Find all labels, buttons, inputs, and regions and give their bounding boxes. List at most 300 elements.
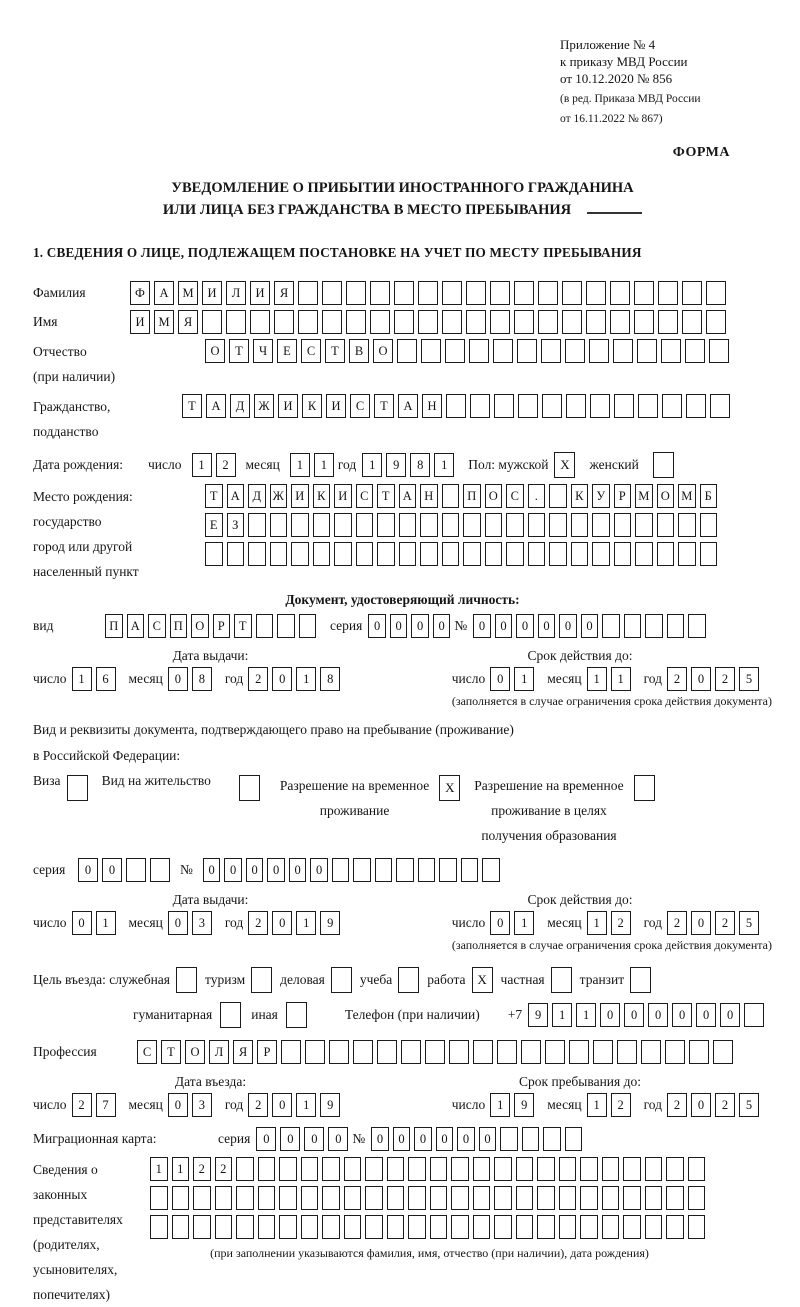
cell-box[interactable] — [528, 513, 546, 537]
cell-box[interactable]: О — [185, 1040, 205, 1064]
cell-box[interactable] — [516, 1215, 534, 1239]
cell-box[interactable]: 1 — [490, 1093, 510, 1117]
cell-box[interactable]: 0 — [457, 1127, 475, 1151]
cell-box[interactable] — [193, 1186, 211, 1210]
cell-box[interactable]: П — [170, 614, 188, 638]
cell-box[interactable] — [706, 281, 726, 305]
cell-box[interactable]: 0 — [272, 667, 292, 691]
cell-box[interactable] — [635, 513, 653, 537]
purpose-official-checkbox[interactable] — [176, 967, 197, 993]
cell-box[interactable] — [322, 1157, 340, 1181]
cell-box[interactable] — [442, 484, 460, 508]
male-checkbox[interactable]: X — [554, 452, 575, 478]
cell-box[interactable] — [258, 1157, 276, 1181]
cell-box[interactable] — [689, 1040, 709, 1064]
cell-box[interactable] — [313, 513, 331, 537]
cell-box[interactable] — [421, 339, 441, 363]
cell-box[interactable] — [322, 281, 342, 305]
cell-box[interactable] — [518, 394, 538, 418]
cell-box[interactable]: 5 — [739, 911, 759, 935]
cell-box[interactable]: . — [528, 484, 546, 508]
cell-box[interactable] — [580, 1215, 598, 1239]
cell-box[interactable] — [538, 310, 558, 334]
cell-box[interactable]: 0 — [691, 911, 711, 935]
cell-box[interactable] — [215, 1215, 233, 1239]
cell-box[interactable] — [494, 394, 514, 418]
female-checkbox[interactable] — [653, 452, 674, 478]
cell-box[interactable]: 0 — [411, 614, 429, 638]
cell-box[interactable] — [493, 339, 513, 363]
cell-box[interactable] — [541, 339, 561, 363]
cell-box[interactable] — [700, 513, 718, 537]
cell-box[interactable] — [250, 310, 270, 334]
cell-box[interactable]: 0 — [672, 1003, 692, 1027]
cell-box[interactable]: 2 — [667, 911, 687, 935]
residence-permit-checkbox[interactable] — [239, 775, 260, 801]
cell-box[interactable]: 0 — [168, 911, 188, 935]
cell-box[interactable]: Т — [182, 394, 202, 418]
cell-box[interactable]: Р — [614, 484, 632, 508]
cell-box[interactable] — [248, 513, 266, 537]
cell-box[interactable] — [657, 542, 675, 566]
cell-box[interactable]: 0 — [390, 614, 408, 638]
cell-box[interactable] — [425, 1040, 445, 1064]
cell-box[interactable]: 0 — [102, 858, 122, 882]
cell-box[interactable] — [658, 281, 678, 305]
cell-box[interactable]: С — [506, 484, 524, 508]
cell-box[interactable]: 1 — [587, 911, 607, 935]
cell-box[interactable] — [688, 1215, 706, 1239]
cell-box[interactable] — [537, 1186, 555, 1210]
cell-box[interactable]: 9 — [528, 1003, 548, 1027]
cell-box[interactable] — [298, 310, 318, 334]
cell-box[interactable]: Е — [277, 339, 297, 363]
cell-box[interactable] — [397, 339, 417, 363]
cell-box[interactable]: Т — [377, 484, 395, 508]
cell-box[interactable]: О — [485, 484, 503, 508]
cell-box[interactable]: 1 — [576, 1003, 596, 1027]
cell-box[interactable] — [514, 281, 534, 305]
cell-box[interactable]: 2 — [216, 453, 236, 477]
cell-box[interactable]: 0 — [559, 614, 577, 638]
cell-box[interactable] — [494, 1157, 512, 1181]
cell-box[interactable] — [602, 1157, 620, 1181]
cell-box[interactable] — [270, 513, 288, 537]
cell-box[interactable] — [408, 1215, 426, 1239]
cell-box[interactable]: 0 — [600, 1003, 620, 1027]
purpose-humanitarian-checkbox[interactable] — [220, 1002, 241, 1028]
cell-box[interactable] — [353, 1040, 373, 1064]
cell-box[interactable]: И — [130, 310, 150, 334]
cell-box[interactable] — [256, 614, 274, 638]
cell-box[interactable]: 6 — [96, 667, 116, 691]
cell-box[interactable] — [709, 339, 729, 363]
cell-box[interactable]: 0 — [479, 1127, 497, 1151]
cell-box[interactable] — [490, 281, 510, 305]
cell-box[interactable] — [370, 310, 390, 334]
cell-box[interactable] — [387, 1157, 405, 1181]
cell-box[interactable]: 1 — [434, 453, 454, 477]
cell-box[interactable]: 0 — [304, 1127, 324, 1151]
cell-box[interactable] — [662, 394, 682, 418]
cell-box[interactable] — [332, 858, 350, 882]
cell-box[interactable]: 5 — [739, 667, 759, 691]
cell-box[interactable] — [645, 1186, 663, 1210]
cell-box[interactable] — [494, 1215, 512, 1239]
cell-box[interactable] — [451, 1186, 469, 1210]
cell-box[interactable] — [614, 542, 632, 566]
cell-box[interactable] — [589, 339, 609, 363]
cell-box[interactable]: 0 — [280, 1127, 300, 1151]
cell-box[interactable] — [150, 858, 170, 882]
cell-box[interactable]: 1 — [172, 1157, 190, 1181]
cell-box[interactable] — [430, 1157, 448, 1181]
cell-box[interactable] — [624, 614, 642, 638]
cell-box[interactable] — [439, 858, 457, 882]
cell-box[interactable] — [521, 1040, 541, 1064]
cell-box[interactable]: М — [635, 484, 653, 508]
cell-box[interactable]: Т — [229, 339, 249, 363]
cell-box[interactable] — [538, 281, 558, 305]
cell-box[interactable] — [408, 1186, 426, 1210]
cell-box[interactable]: Ч — [253, 339, 273, 363]
cell-box[interactable] — [305, 1040, 325, 1064]
cell-box[interactable] — [399, 542, 417, 566]
cell-box[interactable] — [365, 1215, 383, 1239]
cell-box[interactable] — [506, 542, 524, 566]
cell-box[interactable] — [569, 1040, 589, 1064]
cell-box[interactable] — [442, 513, 460, 537]
cell-box[interactable]: О — [373, 339, 393, 363]
cell-box[interactable]: 1 — [314, 453, 334, 477]
cell-box[interactable] — [365, 1186, 383, 1210]
cell-box[interactable]: 0 — [272, 911, 292, 935]
cell-box[interactable] — [549, 542, 567, 566]
cell-box[interactable]: 0 — [720, 1003, 740, 1027]
cell-box[interactable]: 3 — [192, 1093, 212, 1117]
cell-box[interactable] — [713, 1040, 733, 1064]
cell-box[interactable] — [549, 484, 567, 508]
cell-box[interactable]: К — [302, 394, 322, 418]
cell-box[interactable] — [542, 394, 562, 418]
cell-box[interactable] — [446, 394, 466, 418]
cell-box[interactable]: 8 — [320, 667, 340, 691]
cell-box[interactable]: 5 — [739, 1093, 759, 1117]
cell-box[interactable] — [482, 858, 500, 882]
cell-box[interactable] — [215, 1186, 233, 1210]
cell-box[interactable]: 1 — [296, 667, 316, 691]
cell-box[interactable] — [322, 310, 342, 334]
cell-box[interactable]: 2 — [667, 1093, 687, 1117]
cell-box[interactable]: Т — [234, 614, 252, 638]
cell-box[interactable] — [377, 1040, 397, 1064]
cell-box[interactable] — [645, 1215, 663, 1239]
cell-box[interactable] — [666, 1186, 684, 1210]
cell-box[interactable]: 0 — [436, 1127, 454, 1151]
cell-box[interactable] — [593, 1040, 613, 1064]
cell-box[interactable] — [387, 1215, 405, 1239]
cell-box[interactable] — [466, 281, 486, 305]
cell-box[interactable]: 0 — [267, 858, 285, 882]
cell-box[interactable]: 0 — [490, 667, 510, 691]
cell-box[interactable] — [528, 542, 546, 566]
cell-box[interactable] — [322, 1186, 340, 1210]
cell-box[interactable] — [227, 542, 245, 566]
cell-box[interactable] — [602, 614, 620, 638]
cell-box[interactable]: Т — [205, 484, 223, 508]
cell-box[interactable]: 1 — [296, 911, 316, 935]
cell-box[interactable] — [202, 310, 222, 334]
cell-box[interactable]: Ж — [254, 394, 274, 418]
rvp-checkbox[interactable]: X — [439, 775, 460, 801]
cell-box[interactable] — [610, 281, 630, 305]
cell-box[interactable]: А — [154, 281, 174, 305]
cell-box[interactable]: 0 — [78, 858, 98, 882]
cell-box[interactable]: В — [349, 339, 369, 363]
cell-box[interactable]: 2 — [248, 911, 268, 935]
cell-box[interactable]: 1 — [296, 1093, 316, 1117]
cell-box[interactable]: Д — [230, 394, 250, 418]
cell-box[interactable] — [586, 281, 606, 305]
cell-box[interactable]: Ж — [270, 484, 288, 508]
cell-box[interactable]: 9 — [320, 1093, 340, 1117]
cell-box[interactable]: 2 — [667, 667, 687, 691]
cell-box[interactable]: Р — [257, 1040, 277, 1064]
cell-box[interactable] — [172, 1186, 190, 1210]
cell-box[interactable] — [334, 513, 352, 537]
cell-box[interactable]: 1 — [552, 1003, 572, 1027]
cell-box[interactable] — [430, 1215, 448, 1239]
cell-box[interactable] — [418, 310, 438, 334]
cell-box[interactable] — [442, 281, 462, 305]
cell-box[interactable]: 1 — [587, 1093, 607, 1117]
cell-box[interactable] — [387, 1186, 405, 1210]
cell-box[interactable] — [485, 513, 503, 537]
cell-box[interactable] — [473, 1040, 493, 1064]
cell-box[interactable] — [700, 542, 718, 566]
cell-box[interactable] — [401, 1040, 421, 1064]
cell-box[interactable]: 0 — [696, 1003, 716, 1027]
cell-box[interactable] — [688, 614, 706, 638]
cell-box[interactable]: 0 — [310, 858, 328, 882]
cell-box[interactable] — [334, 542, 352, 566]
cell-box[interactable]: Я — [178, 310, 198, 334]
cell-box[interactable] — [562, 281, 582, 305]
cell-box[interactable] — [666, 1157, 684, 1181]
cell-box[interactable] — [442, 310, 462, 334]
cell-box[interactable] — [586, 310, 606, 334]
cell-box[interactable] — [658, 310, 678, 334]
cell-box[interactable]: 0 — [624, 1003, 644, 1027]
cell-box[interactable] — [248, 542, 266, 566]
cell-box[interactable] — [645, 614, 663, 638]
cell-box[interactable] — [377, 513, 395, 537]
cell-box[interactable] — [322, 1215, 340, 1239]
cell-box[interactable] — [258, 1186, 276, 1210]
cell-box[interactable] — [370, 281, 390, 305]
purpose-study-checkbox[interactable] — [398, 967, 419, 993]
cell-box[interactable] — [685, 339, 705, 363]
cell-box[interactable]: Я — [233, 1040, 253, 1064]
purpose-tourism-checkbox[interactable] — [251, 967, 272, 993]
cell-box[interactable] — [602, 1186, 620, 1210]
cell-box[interactable]: 2 — [611, 1093, 631, 1117]
cell-box[interactable] — [688, 1186, 706, 1210]
cell-box[interactable] — [150, 1186, 168, 1210]
cell-box[interactable] — [537, 1215, 555, 1239]
cell-box[interactable] — [301, 1157, 319, 1181]
cell-box[interactable]: 7 — [96, 1093, 116, 1117]
cell-box[interactable]: И — [250, 281, 270, 305]
cell-box[interactable] — [610, 310, 630, 334]
cell-box[interactable] — [299, 614, 317, 638]
cell-box[interactable]: Ф — [130, 281, 150, 305]
purpose-transit-checkbox[interactable] — [630, 967, 651, 993]
cell-box[interactable] — [236, 1215, 254, 1239]
cell-box[interactable] — [617, 1040, 637, 1064]
cell-box[interactable] — [514, 310, 534, 334]
cell-box[interactable] — [543, 1127, 561, 1151]
cell-box[interactable] — [418, 858, 436, 882]
cell-box[interactable] — [545, 1040, 565, 1064]
cell-box[interactable]: С — [350, 394, 370, 418]
cell-box[interactable]: С — [356, 484, 374, 508]
cell-box[interactable]: 0 — [691, 1093, 711, 1117]
cell-box[interactable] — [490, 310, 510, 334]
cell-box[interactable] — [559, 1215, 577, 1239]
cell-box[interactable] — [634, 310, 654, 334]
cell-box[interactable]: 2 — [715, 911, 735, 935]
cell-box[interactable] — [590, 394, 610, 418]
cell-box[interactable] — [580, 1186, 598, 1210]
cell-box[interactable]: 0 — [414, 1127, 432, 1151]
cell-box[interactable]: Н — [422, 394, 442, 418]
cell-box[interactable]: Е — [205, 513, 223, 537]
cell-box[interactable]: З — [227, 513, 245, 537]
cell-box[interactable] — [449, 1040, 469, 1064]
rvp-education-checkbox[interactable] — [634, 775, 655, 801]
cell-box[interactable] — [274, 310, 294, 334]
cell-box[interactable]: С — [137, 1040, 157, 1064]
cell-box[interactable] — [706, 310, 726, 334]
cell-box[interactable]: О — [191, 614, 209, 638]
cell-box[interactable] — [682, 281, 702, 305]
cell-box[interactable] — [634, 281, 654, 305]
cell-box[interactable] — [463, 542, 481, 566]
cell-box[interactable]: К — [571, 484, 589, 508]
cell-box[interactable] — [537, 1157, 555, 1181]
cell-box[interactable] — [678, 542, 696, 566]
cell-box[interactable] — [470, 394, 490, 418]
cell-box[interactable]: 0 — [516, 614, 534, 638]
cell-box[interactable]: Д — [248, 484, 266, 508]
cell-box[interactable] — [571, 513, 589, 537]
cell-box[interactable] — [172, 1215, 190, 1239]
cell-box[interactable]: С — [301, 339, 321, 363]
cell-box[interactable] — [469, 339, 489, 363]
cell-box[interactable] — [682, 310, 702, 334]
cell-box[interactable] — [494, 1186, 512, 1210]
cell-box[interactable]: 0 — [246, 858, 264, 882]
cell-box[interactable] — [566, 394, 586, 418]
cell-box[interactable]: 2 — [248, 1093, 268, 1117]
purpose-private-checkbox[interactable] — [551, 967, 572, 993]
cell-box[interactable] — [365, 1157, 383, 1181]
cell-box[interactable]: 9 — [386, 453, 406, 477]
cell-box[interactable]: М — [678, 484, 696, 508]
cell-box[interactable]: 0 — [168, 1093, 188, 1117]
cell-box[interactable]: 0 — [72, 911, 92, 935]
cell-box[interactable]: 9 — [514, 1093, 534, 1117]
cell-box[interactable]: И — [326, 394, 346, 418]
cell-box[interactable] — [661, 339, 681, 363]
cell-box[interactable]: 3 — [192, 911, 212, 935]
cell-box[interactable]: А — [227, 484, 245, 508]
cell-box[interactable] — [500, 1127, 518, 1151]
cell-box[interactable] — [688, 1157, 706, 1181]
cell-box[interactable] — [614, 513, 632, 537]
cell-box[interactable]: Т — [374, 394, 394, 418]
cell-box[interactable]: Н — [420, 484, 438, 508]
cell-box[interactable]: 2 — [715, 667, 735, 691]
cell-box[interactable]: К — [313, 484, 331, 508]
visa-checkbox[interactable] — [67, 775, 88, 801]
cell-box[interactable]: 0 — [289, 858, 307, 882]
cell-box[interactable]: И — [202, 281, 222, 305]
cell-box[interactable] — [445, 339, 465, 363]
cell-box[interactable] — [298, 281, 318, 305]
cell-box[interactable] — [571, 542, 589, 566]
cell-box[interactable]: 2 — [611, 911, 631, 935]
cell-box[interactable] — [430, 1186, 448, 1210]
cell-box[interactable] — [549, 513, 567, 537]
cell-box[interactable] — [580, 1157, 598, 1181]
cell-box[interactable]: А — [127, 614, 145, 638]
cell-box[interactable]: 8 — [192, 667, 212, 691]
cell-box[interactable] — [346, 281, 366, 305]
cell-box[interactable]: 9 — [320, 911, 340, 935]
cell-box[interactable]: 0 — [256, 1127, 276, 1151]
cell-box[interactable]: 0 — [203, 858, 221, 882]
cell-box[interactable] — [356, 542, 374, 566]
cell-box[interactable] — [442, 542, 460, 566]
cell-box[interactable] — [279, 1215, 297, 1239]
cell-box[interactable] — [193, 1215, 211, 1239]
cell-box[interactable] — [667, 614, 685, 638]
cell-box[interactable] — [344, 1157, 362, 1181]
cell-box[interactable] — [279, 1157, 297, 1181]
cell-box[interactable] — [517, 339, 537, 363]
cell-box[interactable]: Л — [209, 1040, 229, 1064]
cell-box[interactable]: И — [334, 484, 352, 508]
cell-box[interactable] — [602, 1215, 620, 1239]
cell-box[interactable]: У — [592, 484, 610, 508]
cell-box[interactable] — [645, 1157, 663, 1181]
cell-box[interactable]: 1 — [290, 453, 310, 477]
cell-box[interactable] — [451, 1157, 469, 1181]
cell-box[interactable] — [329, 1040, 349, 1064]
cell-box[interactable]: 0 — [224, 858, 242, 882]
cell-box[interactable] — [291, 513, 309, 537]
cell-box[interactable]: 0 — [368, 614, 386, 638]
cell-box[interactable]: 0 — [691, 667, 711, 691]
cell-box[interactable]: 0 — [581, 614, 599, 638]
cell-box[interactable] — [516, 1186, 534, 1210]
cell-box[interactable] — [291, 542, 309, 566]
cell-box[interactable] — [126, 858, 146, 882]
cell-box[interactable] — [375, 858, 393, 882]
cell-box[interactable] — [396, 858, 414, 882]
